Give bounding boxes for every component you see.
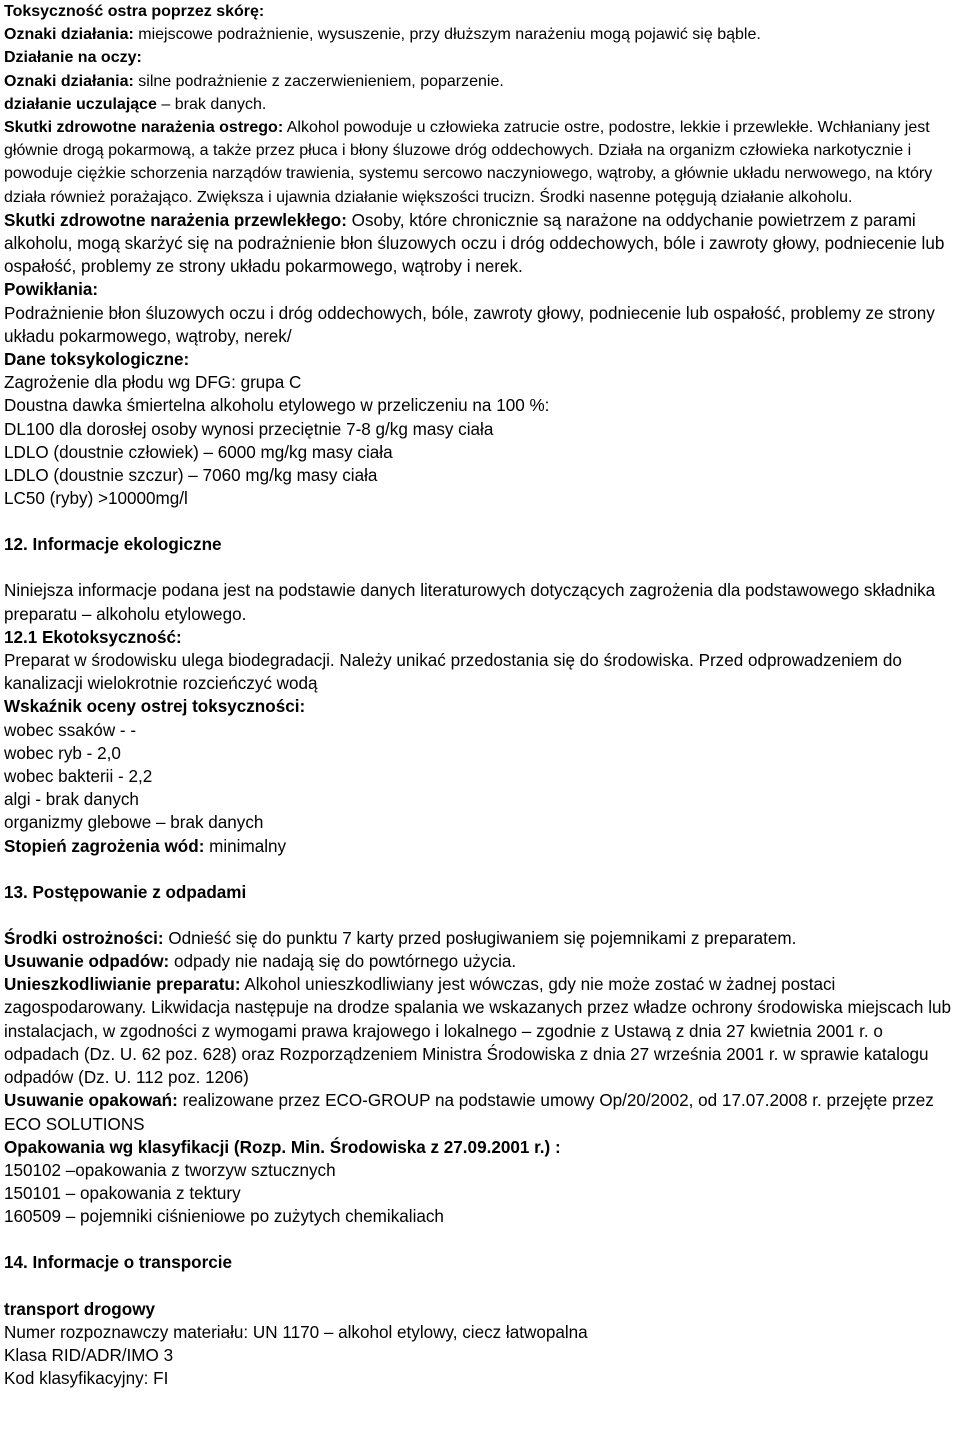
eye-effects-title: Działanie na oczy: (4, 49, 142, 67)
spacer (4, 510, 954, 533)
spacer (4, 904, 954, 927)
transport-line: Klasa RID/ADR/IMO 3 (4, 1345, 174, 1365)
skin-toxicity-title: Toksyczność ostra poprzez skórę: (4, 3, 265, 20)
eye-signs: Oznaki działania: silne podrażnienie z zaczerwienieniem, poparzenie. (4, 72, 504, 90)
toxdata-line: LC50 (ryby) >10000mg/l (4, 489, 188, 509)
indicator-line: algi - brak danych (4, 790, 139, 810)
indicator-line: organizmy glebowe – brak danych (4, 813, 264, 833)
toxdata-line: Doustna dawka śmiertelna alkoholu etylowego w przeliczeniu na 100 %: (4, 396, 550, 416)
toxicity-indicator-label: Wskaźnik oceny ostrej toksyczności: (4, 697, 306, 717)
toxdata-line: LDLO (doustnie człowiek) – 6000 mg/kg masy ciała (4, 442, 393, 462)
ecotoxicity-label: 12.1 Ekotoksyczność: (4, 627, 182, 647)
spacer (4, 557, 954, 580)
indicator-line: wobec bakterii - 2,2 (4, 767, 153, 787)
ecology-intro: Niniejsza informacje podana jest na podstawie danych literaturowych dotyczących zagrożenia dla podstawowego składnika preparatu – alkoholu etylowego. (4, 581, 936, 624)
main-content (4, 209, 954, 1390)
indicator-line: wobec ssaków - - (4, 720, 137, 740)
ecology-heading: 12. Informacje ekologiczne (4, 535, 222, 555)
sensitizing-effect: działanie uczulające – brak danych. (4, 95, 267, 113)
packaging-classification-label: Opakowania wg klasyfikacji (Rozp. Min. Środowiska z 27.09.2001 r.) : (4, 1137, 561, 1157)
road-transport-label: transport drogowy (4, 1299, 155, 1319)
toxdata-line: Zagrożenie dla płodu wg DFG: grupa C (4, 373, 302, 393)
toxicity-section (4, 0, 954, 209)
spacer (4, 1229, 954, 1252)
toxdata-line: DL100 dla dorosłej osoby wynosi przeciętnie 7-8 g/kg masy ciała (4, 419, 494, 439)
toxicological-data-label: Dane toksykologiczne: (4, 350, 190, 370)
complications-label: Powikłania: (4, 280, 99, 300)
packaging-disposal: Usuwanie opakowań: realizowane przez ECO-GROUP na podstawie umowy Op/20/2002, od 17.07.2008 r. przejęte przez ECO SOLUTIONS (4, 1091, 934, 1134)
transport-heading: 14. Informacje o transporcie (4, 1253, 232, 1273)
transport-line: Numer rozpoznawczy materiału: UN 1170 – alkohol etylowy, ciecz łatwopalna (4, 1322, 588, 1342)
ecotoxicity-text: Preparat w środowisku ulega biodegradacji. Należy unikać przedostania się do środowiska. Przed odprowadzeniem do kanalizacji wielokrotnie rozcieńczyć wodą (4, 651, 902, 694)
classification-line: 150102 –opakowania z tworzyw sztucznych (4, 1160, 336, 1180)
complications-text: Podrażnienie błon śluzowych oczu i dróg oddechowych, bóle, zawroty głowy, podniecenie lub ospałość, problemy ze strony układu pokarmowego, wątroby, nerek/ (4, 303, 935, 346)
chronic-exposure-effects: Skutki zdrowotne narażenia przewlekłego: Osoby, które chronicznie są narażone na oddychanie powietrzem z parami alkoholu, mogą skarżyć się na podrażnienie błon śluzowych oczu i dróg oddechowych, bóle i zawroty głowy, podniecenie lub ospałość, problemy ze strony układu pokarmowego, wątroby i nerek. (4, 210, 945, 277)
classification-line: 150101 – opakowania z tektury (4, 1184, 241, 1204)
indicator-line: wobec ryb - 2,0 (4, 743, 121, 763)
spacer (4, 1275, 954, 1298)
spacer (4, 858, 954, 881)
precautions: Środki ostrożności: Odnieść się do punktu 7 karty przed posługiwaniem się pojemnikami z preparatem. (4, 928, 797, 948)
preparation-neutralization: Unieszkodliwianie preparatu: Alkohol unieszkodliwiany jest wówczas, gdy nie może zostać w żadnej postaci zagospodarowany. Likwidacja następuje na drodze spalania we wskazanych przez władze ochrony środowiska miejscach lub instalacjach, w zgodności z wymogami prawa krajowego i lokalnego – zgodnie z Ustawą z dnia 27 kwietnia 2001 r. o odpadach (Dz. U. 62 poz. 628) oraz Rozporządzeniem Ministra Środowiska z dnia 27 września 2001 r. w sprawie katalogu odpadów (Dz. U. 112 poz. 1206) (4, 975, 951, 1088)
skin-signs: Oznaki działania: miejscowe podrażnienie, wysuszenie, przy dłuższym narażeniu mogą pojawić się bąble. (4, 26, 761, 44)
transport-line: Kod klasyfikacyjny: FI (4, 1369, 169, 1389)
waste-heading: 13. Postępowanie z odpadami (4, 882, 247, 902)
water-hazard: Stopień zagrożenia wód: minimalny (4, 836, 287, 856)
toxdata-line: LDLO (doustnie szczur) – 7060 mg/kg masy ciała (4, 466, 378, 486)
classification-line: 160509 – pojemniki ciśnieniowe po zużytych chemikaliach (4, 1207, 444, 1227)
waste-disposal: Usuwanie odpadów: odpady nie nadają się do powtórnego użycia. (4, 952, 517, 972)
acute-exposure-effects: Skutki zdrowotne narażenia ostrego: Alkohol powoduje u człowieka zatrucie ostre, podostre, lekkie i przewlekłe. Wchłaniany jest głównie drogą pokarmową, a także przez płuca i błony śluzowe dróg oddechowych. Działa na organizm człowieka narkotycznie i powoduje ciężkie schorzenia narządów trawienia, systemu sercowo naczyniowego, wątroby, a głównie układu nerwowego, na który działa również porażająco. Zwiększa i ujawnia działanie większości trucizn. Środki nasenne potęgują działanie alkoholu. (4, 119, 933, 206)
